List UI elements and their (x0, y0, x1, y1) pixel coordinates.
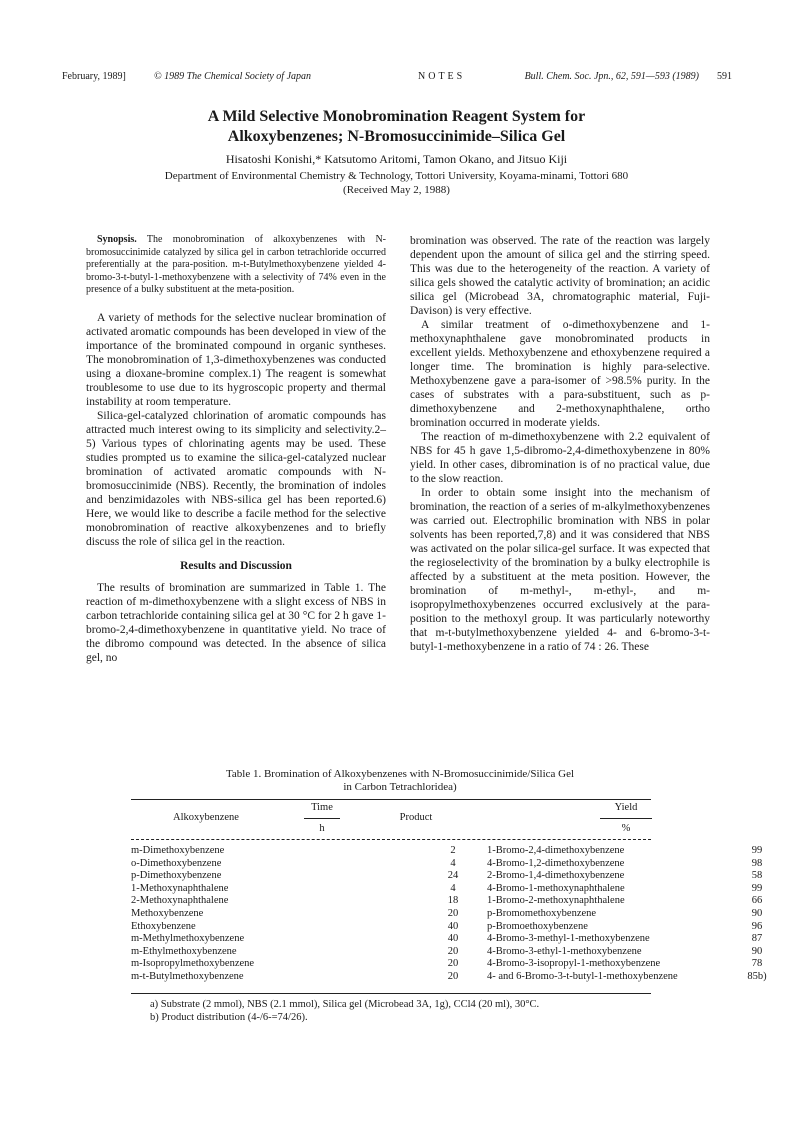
cell-alkoxybenzene: o-Dimethoxybenzene (131, 857, 222, 869)
table-row (131, 845, 763, 858)
yield-header-rule (600, 818, 652, 819)
header-copyright: © 1989 The Chemical Society of Japan (154, 71, 312, 82)
header-page-number: 591 (717, 71, 732, 82)
cell-product: 1-Bromo-2,4-dimethoxybenzene (487, 845, 625, 856)
left-column (86, 234, 386, 665)
cell-alkoxybenzene: p-Dimethoxybenzene (131, 870, 222, 882)
synopsis (86, 234, 386, 297)
cell-yield: 85b) (747, 970, 767, 982)
cell-time: 4 (450, 882, 456, 894)
cell-product: 4-Bromo-1-methoxynaphthalene (487, 882, 625, 894)
right-column (410, 234, 710, 654)
footnote-b: b) Product distribution (4-/6-=74/26). (150, 1012, 308, 1023)
table-row (131, 958, 763, 971)
header-journal: Bull. Chem. Soc. Jpn., 62, 591—593 (1989) (524, 71, 699, 82)
table-caption (120, 768, 680, 794)
cell-alkoxybenzene: 2-Methoxynaphthalene (131, 895, 229, 907)
right-paragraph-2: A similar treatment of o-dimethoxybenzene and 1-methoxynaphthalene gave monobrominated products in excellent yields. Methoxybenzene and ethoxybenzene required a longer time. The bromination is highly para-selective. Methoxybenzene gave a para-isomer of >98.5% purity. In the cases of substrates with a para-substituent, such as p-dimethoxybenzene and 2-methoxynaphthalene, ortho bromination occurred in moderate yields. (410, 319, 710, 429)
cell-product: 4-Bromo-3-ethyl-1-methoxybenzene (487, 945, 642, 957)
table-caption-line-1: Table 1. Bromination of Alkoxybenzenes with N-Bromosuccinimide/Silica Gel (225, 768, 575, 780)
column-header-alkoxybenzene: Alkoxybenzene (173, 812, 239, 823)
cell-product: p-Bromomethoxybenzene (487, 907, 597, 919)
table-caption-line-2: in Carbon Tetrachloridea) (343, 781, 457, 793)
right-paragraph-4: In order to obtain some insight into the mechanism of bromination, the reaction of a series of m-alkylmethoxybenzenes was carried out. Electrophilic bromination with NBS in polar solvents has been reported,7,8) and it was considered that NBS was activated on the polar silica-gel surface. It was expected that the regioselectivity of the bromination by a bulky electrophile is affected by a substituent at the meta position. However, the bromination of m-methyl-, m-ethyl-, and m-isopropylmethoxybenzenes occurred exclusively at the para-position to the methoxyl group. It was particularly noteworthy that m-t-butylmethoxybenzene yielded 4- and 6-bromo-3-t-butyl-1-methoxybenzene in a ratio of 74 : 26. These (410, 487, 710, 653)
table-row (131, 945, 763, 959)
cell-alkoxybenzene: 1-Methoxynaphthalene (131, 882, 229, 894)
cell-time: 20 (447, 907, 459, 919)
table-top-rule (131, 799, 651, 800)
cell-yield: 96 (751, 920, 763, 932)
running-header (62, 71, 732, 85)
cell-time: 18 (447, 895, 459, 907)
cell-product: 1-Bromo-2-methoxynaphthalene (487, 895, 625, 907)
cell-yield: 78 (751, 958, 763, 970)
table-header-rule (131, 839, 651, 840)
cell-alkoxybenzene: Ethoxybenzene (131, 920, 196, 932)
cell-product: 4-Bromo-3-isopropyl-1-methoxybenzene (487, 958, 661, 970)
cell-yield: 66 (751, 895, 763, 907)
cell-product: 4-Bromo-3-methyl-1-methoxybenzene (487, 933, 650, 945)
cell-time: 20 (447, 958, 459, 970)
intro-paragraph-1: A variety of methods for the selective nuclear bromination of activated aromatic compounds has been developed in view of the importance of the brominated compound in organic syntheses. The monobromination of 1,3-dimethoxybenzenes was conducted using a dioxane-bromine complex.1) The reagent is somewhat troublesome to use due to its hygroscopic property and thermal instability at room temperature. (86, 311, 386, 408)
cell-time: 40 (447, 920, 459, 932)
column-header-time-unit: h (319, 823, 325, 834)
intro-paragraph-2: Silica-gel-catalyzed chlorination of aromatic compounds has attracted much interest owing to its simplicity and selectivity.2–5) Various types of chlorinating agents may be used. These studies prompted us to examine the silica-gel-catalyzed nuclear bromination of activated aromatic compounds with N-bromosuccinimide (NBS). Recently, the bromination of indoles and benzimidazoles with NBS-silica gel has been reported.6) Here, we would like to describe a facile method for the selective monobromination of reactive alkoxybenzenes and to briefly discuss the role of silica gel in the reaction. (86, 409, 386, 548)
table-row (131, 920, 763, 934)
cell-yield: 98 (751, 857, 763, 869)
cell-time: 20 (447, 970, 459, 982)
cell-yield: 87 (751, 933, 763, 945)
affiliation: Department of Environmental Chemistry & Technology, Tottori University, Koyama-minami, Tottori 680 (164, 170, 629, 182)
cell-alkoxybenzene: m-Isopropylmethoxybenzene (131, 958, 255, 970)
cell-alkoxybenzene: Methoxybenzene (131, 907, 204, 919)
cell-yield: 99 (751, 845, 763, 856)
cell-alkoxybenzene: m-Dimethoxybenzene (131, 845, 225, 856)
table-footnotes (150, 998, 539, 1024)
table-row (131, 933, 763, 946)
header-right (525, 71, 732, 82)
cell-time: 20 (447, 945, 459, 957)
table-bottom-rule (131, 993, 651, 994)
cell-time: 4 (450, 857, 456, 869)
cell-yield: 90 (751, 945, 763, 957)
cell-alkoxybenzene: m-Methylmethoxybenzene (131, 933, 245, 945)
synopsis-label: Synopsis. (97, 234, 137, 245)
cell-yield: 90 (751, 907, 763, 919)
cell-time: 2 (450, 845, 456, 856)
results-paragraph: The results of bromination are summarized in Table 1. The reaction of m-dimethoxybenzene with a slight excess of NBS in carbon tetrachloride containing silica gel at 30 °C for 2 h gave 1-bromo-2,4-dimethoxybenzene in quantitative yield. No trace of the dibromo compound was detected. In the absence of silica gel, no (86, 581, 386, 664)
column-header-time: Time (311, 802, 333, 813)
right-paragraph-1: bromination was observed. The rate of the reaction was largely dependent upon the amount of silica gel and the stirring speed. This was due to the heterogeneity of the reaction. A variety of silica gels showed the catalytic activity of bromination; an acidic silica gel (Microbead 3A, chromatographic material, Fuji-Davison) is very effective. (410, 235, 710, 317)
title-line-2: Alkoxybenzenes; N-Bromosuccinimide–Silica Gel (227, 128, 566, 145)
table-row (131, 970, 767, 984)
cell-yield: 58 (751, 870, 763, 882)
table-row (131, 882, 763, 896)
table-row (131, 857, 763, 871)
cell-product: 4-Bromo-1,2-dimethoxybenzene (487, 857, 625, 869)
footnote-a: a) Substrate (2 mmol), NBS (2.1 mmol), Silica gel (Microbead 3A, 1g), CCl4 (20 ml), 30°C. (150, 999, 540, 1010)
cell-time: 24 (447, 870, 459, 882)
table-row (131, 895, 763, 908)
right-paragraph-3: The reaction of m-dimethoxybenzene with 2.2 equivalent of NBS for 45 h gave 1,5-dibromo-2,4-dimethoxybenzene in 80% yield. In other cases, dibromination is of no practical value, due to the slow reaction. (410, 431, 710, 485)
table-row (131, 870, 763, 883)
table-body (131, 845, 767, 984)
header-section: NOTES (418, 71, 466, 82)
cell-product: 2-Bromo-1,4-dimethoxybenzene (487, 870, 625, 882)
synopsis-text: The monobromination of alkoxybenzenes with N-bromosuccinimide catalyzed by silica gel in carbon tetrachloride occurred preferentially at the para-position. m-t-Butylmethoxybenzene yielded 4-bromo-3-t-butyl-1-methoxybenzene with a selectivity of 74% even in the presence of a bulky substituent at the meta-position. (86, 234, 386, 295)
cell-yield: 99 (751, 882, 763, 894)
table-row (131, 907, 763, 921)
time-header-rule (304, 818, 340, 819)
header-date: February, 1989] (62, 71, 126, 82)
title-line-1: A Mild Selective Monobromination Reagent System for (207, 108, 586, 125)
column-header-yield: Yield (614, 802, 638, 813)
cell-alkoxybenzene: m-t-Butylmethoxybenzene (131, 970, 244, 982)
cell-time: 40 (447, 933, 459, 945)
column-header-yield-unit: % (621, 823, 631, 834)
authors: Hisatoshi Konishi,* Katsutomo Aritomi, Tamon Okano, and Jitsuo Kiji (225, 152, 568, 166)
cell-alkoxybenzene: m-Ethylmethoxybenzene (131, 945, 237, 957)
received-date: (Received May 2, 1988) (343, 184, 450, 196)
article-title (0, 107, 793, 147)
cell-product: p-Bromoethoxybenzene (487, 920, 588, 932)
cell-product: 4- and 6-Bromo-3-t-butyl-1-methoxybenzene (487, 970, 678, 982)
column-header-product: Product (399, 812, 433, 823)
section-heading: Results and Discussion (180, 559, 292, 572)
